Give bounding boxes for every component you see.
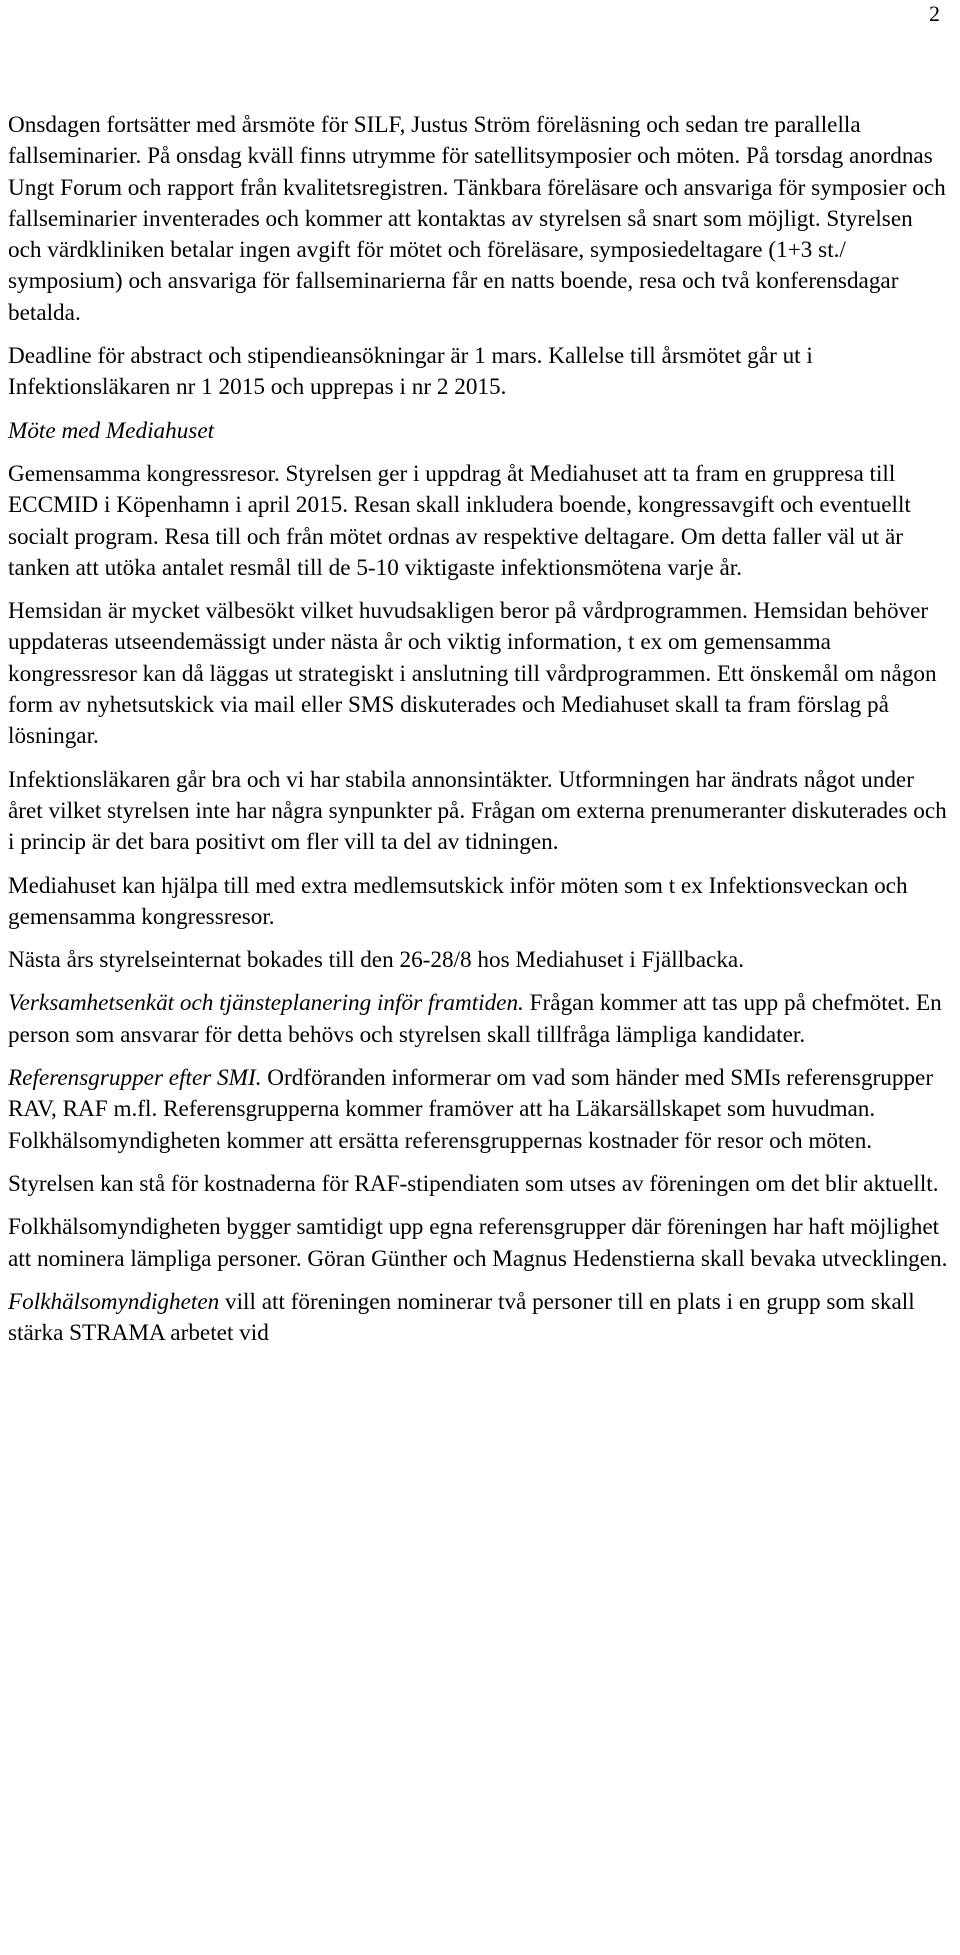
- paragraph-body: vill att föreningen nominerar två personer till en plats i en grupp som skall stärka STRAMA arbetet vid: [8, 1288, 915, 1347]
- paragraph-website: Hemsidan är mycket välbesökt vilket huvudsakligen beror på vårdprogrammen. Hemsidan behöver uppdateras utseendemässigt under nästa år och viktig information, t ex om gemensamma kongressresor kan då läggas ut strategiskt i anslutning till vårdprogrammen. Ett önskemål om någon form av nyhetsutskick via mail eller SMS diskuterades och Mediahuset skall ta fram förslag på lösningar.: [8, 598, 937, 750]
- paragraph-raf-scholarship: Styrelsen kan stå för kostnaderna för RAF-stipendiaten som utses av föreningen om det blir aktuellt.: [8, 1170, 939, 1197]
- paragraph-reference-groups: [8, 1063, 948, 1157]
- paragraph-infektionslakaren: Infektionsläkaren går bra och vi har stabila annonsintäkter. Utformningen har ändrats något under året vilket styrelsen inte har några synpunkter på. Frågan om externa prenumeranter diskuterades och i princip är det bara positivt om fler vill ta del av tidningen.: [8, 766, 947, 856]
- paragraph-strama-nomination: [8, 1287, 948, 1350]
- heading-text: Möte med Mediahuset: [8, 417, 215, 444]
- paragraph-deadline: Deadline för abstract och stipendieansökningar är 1 mars. Kallelse till årsmötet går ut i Infektionsläkaren nr 1 2015 och upprepas i nr 2 2015.: [8, 343, 813, 401]
- paragraph-congress-trips: Gemensamma kongressresor. Styrelsen ger i uppdrag åt Mediahuset att ta fram en gruppresa till ECCMID i Köpenhamn i april 2015. Resan skall inkludera boende, kongressavgift och eventuellt socialt program. Resa till och från mötet ordnas av respektive deltagare. Om detta faller väl ut är tanken att utöka antalet resmål till de 5-10 viktigaste infektionsmötena varje år.: [8, 460, 911, 581]
- page-number: 2: [929, 1, 940, 26]
- paragraph-lead: Referensgrupper efter SMI.: [8, 1065, 262, 1092]
- paragraph-conference-program: Onsdagen fortsätter med årsmöte för SILF, Justus Ström föreläsning och sedan tre parallella fallseminarier. På onsdag kväll finns utrymme för satellitsymposier och möten. På torsdag anordnas Ungt Forum och rapport från kvalitetsregistren. Tänkbara föreläsare och ansvariga för symposier och fallseminarier inventerades och kommer att kontaktas av styrelsen så snart som möjligt. Styrelsen och värdkliniken betalar ingen avgift för mötet och föreläsare, symposiedeltagare (1+3 st./ symposium) och ansvariga för fallseminarierna får en natts boende, resa och två konferensdagar betalda.: [8, 112, 946, 326]
- paragraph-lead: Folkhälsomyndigheten: [8, 1288, 220, 1315]
- paragraph-own-reference-groups: Folkhälsomyndigheten bygger samtidigt upp egna referensgrupper där föreningen har haft möjlighet att nominera lämpliga personer. Göran Günther och Magnus Hedenstierna skall bevaka utvecklingen.: [8, 1214, 948, 1272]
- section-heading-mediahuset: [8, 416, 948, 447]
- document-body: [8, 110, 948, 1349]
- paragraph-board-retreat: Nästa års styrelseinternat bokades till den 26-28/8 hos Mediahuset i Fjällbacka.: [8, 947, 745, 974]
- paragraph-body: Frågan kommer att tas upp på chefmötet. En person som ansvarar för detta behövs och styrelsen skall tillfråga lämpliga kandidater.: [8, 990, 942, 1048]
- paragraph-survey-planning: [8, 988, 948, 1051]
- paragraph-member-mailings: Mediahuset kan hjälpa till med extra medlemsutskick inför möten som t ex Infektionsveckan och gemensamma kongressresor.: [8, 872, 908, 930]
- paragraph-lead: Verksamhetsenkät och tjänsteplanering inför framtiden.: [8, 990, 524, 1017]
- paragraph-body: Ordföranden informerar om vad som händer med SMIs referensgrupper RAV, RAF m.fl. Referensgrupperna kommer framöver att ha Läkarsällskapet som huvudman. Folkhälsomyndigheten kommer att ersätta referensgruppernas kostnader för resor och möten.: [8, 1065, 934, 1154]
